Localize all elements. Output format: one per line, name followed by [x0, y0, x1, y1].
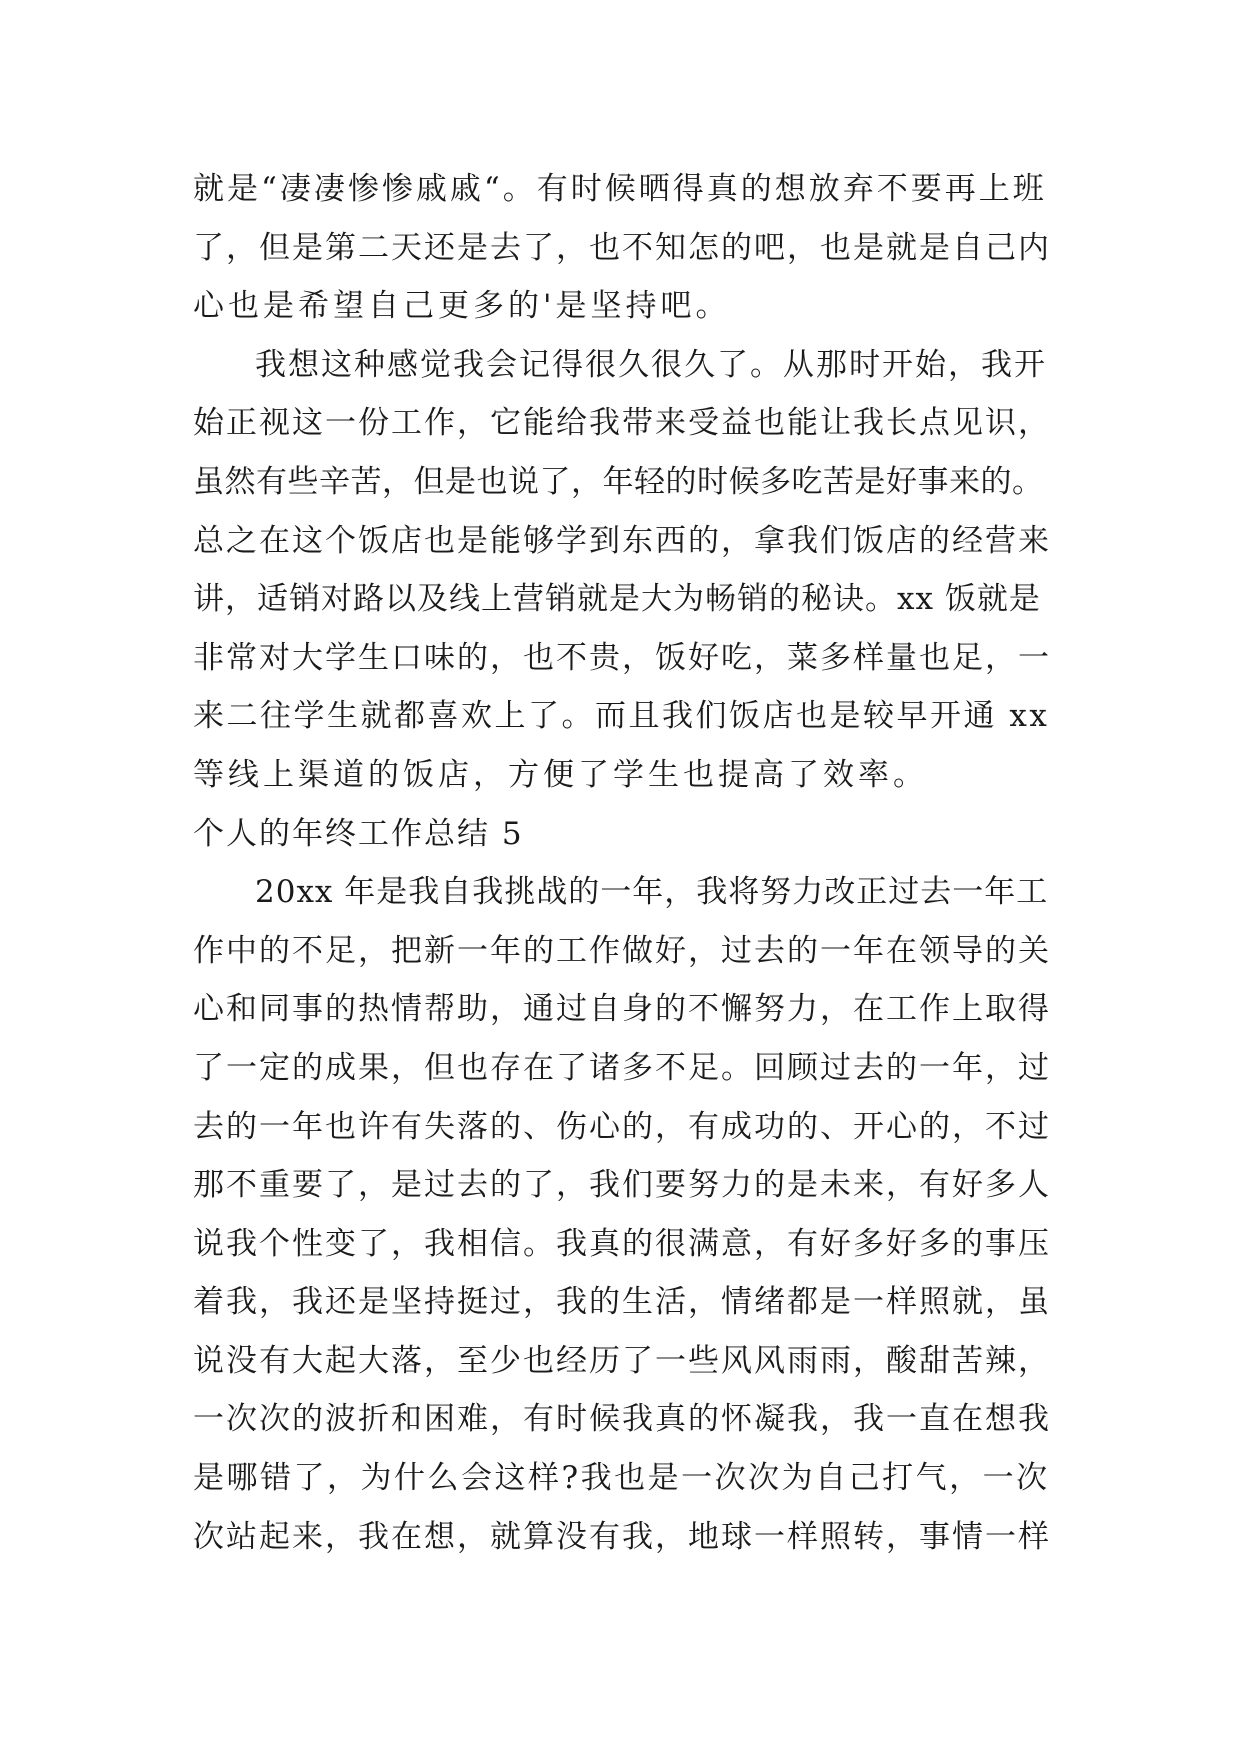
text-line: 总之在这个饭店也是能够学到东西的，拿我们饭店的经营来 [193, 522, 1051, 559]
text-line: 了一定的成果，但也存在了诸多不足。回顾过去的一年，过 [193, 1049, 1051, 1086]
text-line: 讲，适销对路以及线上营销就是大为畅销的秘诀。xx 饭就是 [193, 581, 1041, 618]
document-body [193, 160, 1053, 1566]
text-line: 作中的不足，把新一年的工作做好，过去的一年在领导的关 [193, 932, 1051, 969]
text-line: 心和同事的热情帮助，通过自身的不懈努力，在工作上取得 [193, 991, 1051, 1028]
text-line: 去的一年也许有失落的、伤心的，有成功的、开心的，不过 [193, 1108, 1051, 1145]
text-line: 等线上渠道的饭店，方便了学生也提高了效率。 [193, 756, 928, 793]
text-line: 了，但是第二天还是去了，也不知怎的吧，也是就是自己内 [193, 229, 1051, 266]
text-line: 始正视这一份工作，它能给我带来受益也能让我长点见识， [193, 405, 1051, 442]
text-line: 来二往学生就都喜欢上了。而且我们饭店也是较早开通 xx [193, 698, 1050, 735]
text-line: 那不重要了，是过去的了，我们要努力的是未来，有好多人 [193, 1167, 1051, 1204]
text-line: 非常对大学生口味的，也不贵，饭好吃，菜多样量也足，一 [193, 639, 1051, 676]
text-line: 我想这种感觉我会记得很久很久了。从那时开始，我开 [255, 346, 1047, 383]
text-line: 说我个性变了，我相信。我真的很满意，有好多好多的事压 [193, 1225, 1051, 1262]
continuation-paragraph [193, 160, 1053, 336]
text-line: 20xx 年是我自我挑战的一年，我将努力改正过去一年工 [255, 874, 1049, 911]
paragraph-feeling [193, 336, 1053, 805]
section-title: 个人的年终工作总结 5 [193, 815, 524, 852]
text-line: 虽然有些辛苦，但是也说了，年轻的时候多吃苦是好事来的。 [193, 463, 1044, 500]
text-line: 心也是希望自己更多的'是坚持吧。 [193, 288, 731, 325]
text-line: 是哪错了，为什么会这样?我也是一次次为自己打气，一次 [193, 1460, 1050, 1497]
text-line: 就是“凄凄惨惨戚戚“。有时候晒得真的想放弃不要再上班 [193, 171, 1047, 207]
text-line: 着我，我还是坚持挺过，我的生活，情绪都是一样照就，虽 [193, 1284, 1051, 1321]
text-line: 次站起来，我在想，就算没有我，地球一样照转，事情一样 [193, 1518, 1051, 1555]
paragraph-year-summary [193, 863, 1053, 1566]
text-line: 一次次的波折和困难，有时候我真的怀凝我，我一直在想我 [193, 1401, 1051, 1438]
text-line: 说没有大起大落，至少也经历了一些风风雨雨，酸甜苦辣， [193, 1342, 1051, 1379]
